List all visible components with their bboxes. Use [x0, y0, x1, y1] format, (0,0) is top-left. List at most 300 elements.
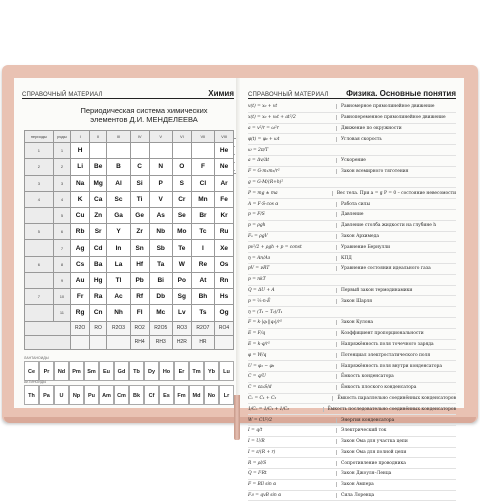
formula: F = k·|q₁||q₂|/r²: [248, 320, 282, 326]
formula: p = ⅔·n·Ē: [248, 298, 271, 304]
period-number: 3: [25, 175, 54, 191]
formula-name: Закон Ома для участка цепи: [336, 439, 456, 444]
formula: Cₒ = C₁ + C₂: [248, 395, 277, 401]
element-cell: [191, 159, 214, 175]
period-number: [25, 208, 54, 224]
element-symbol: Fr: [76, 293, 84, 301]
element-cell: [71, 224, 90, 240]
element-cell: Md: [189, 385, 204, 405]
element-cell: [172, 305, 191, 321]
table-row: [25, 224, 234, 240]
element-symbol: Po: [177, 277, 186, 285]
element-cell: [149, 208, 172, 224]
formula-name: Закон всемирного тяготения: [336, 169, 456, 174]
element-symbol: Hg: [93, 277, 103, 285]
table-row: [25, 272, 234, 288]
element-symbol: In: [115, 244, 122, 252]
element-cell: [90, 240, 107, 256]
formula-name: Уравнение состояния идеального газа: [336, 266, 456, 271]
element-symbol: Rn: [219, 277, 229, 285]
element-symbol: Zn: [94, 212, 103, 220]
element-symbol: Hs: [219, 293, 229, 301]
formula-row: [248, 188, 456, 199]
element-symbol: La: [114, 260, 123, 268]
formula-name: Закон Шарля: [336, 299, 456, 304]
element-symbol: He: [219, 147, 229, 155]
formula: C = q/U: [248, 374, 266, 380]
element-cell: [90, 159, 107, 175]
formula: φ = W/q: [248, 352, 267, 358]
element-cell: [90, 191, 107, 207]
element-cell: [149, 256, 172, 272]
formula-row: [248, 113, 456, 124]
element-symbol: Sb: [156, 244, 165, 252]
formula-row: [248, 394, 456, 405]
element-cell: [172, 208, 191, 224]
formula-name: Уравнение Бернулли: [336, 245, 456, 250]
formula: R = ρl/S: [248, 460, 267, 466]
element-cell: Pa: [39, 385, 54, 405]
element-cell: [149, 175, 172, 191]
row-spacer: [25, 335, 71, 349]
element-cell: Eu: [99, 361, 114, 381]
formula-row: [248, 156, 456, 167]
element-cell: [191, 272, 214, 288]
element-cell: [90, 256, 107, 272]
formula-row: [248, 458, 456, 469]
formula-row: [248, 415, 456, 426]
formula-name: КПД: [336, 256, 456, 261]
period-number: 1: [25, 143, 54, 159]
element-cell: [90, 208, 107, 224]
element-symbol: W: [178, 260, 185, 268]
element-cell: [215, 159, 234, 175]
formula-row: [248, 404, 456, 415]
element-cell: [107, 191, 130, 207]
element-cell: Gd: [114, 361, 129, 381]
element-cell: U: [54, 385, 69, 405]
formula-row: [248, 210, 456, 221]
group-header: IV: [130, 131, 149, 143]
element-symbol: Os: [219, 260, 229, 268]
formula-row: [248, 253, 456, 264]
formula: I = ε/(R + r): [248, 449, 276, 455]
formula-row: [248, 426, 456, 437]
formula-row: [248, 372, 456, 383]
table-row: [25, 305, 234, 321]
formula-cell: [90, 335, 107, 349]
table-header-row: [25, 131, 234, 143]
element-cell: [71, 289, 90, 305]
formula-row: [248, 491, 456, 501]
physics-formula-list: [248, 102, 456, 501]
element-cell: Th: [24, 385, 39, 405]
formula: v(t) = x₀ + vt: [248, 104, 278, 110]
element-cell: [215, 224, 234, 240]
element-symbol: Al: [115, 179, 122, 187]
element-symbol: Kr: [220, 212, 228, 220]
element-symbol: Au: [75, 277, 85, 285]
formula-row: [248, 296, 456, 307]
formula-name: Ёмкость параллельно соединённых конденсаторов: [332, 396, 456, 401]
formula: g = G·M/(R+h)²: [248, 179, 284, 185]
formula-cell: RH3: [149, 335, 172, 349]
formula: η = Aп/Aз: [248, 255, 271, 261]
element-symbol: Ar: [220, 179, 228, 187]
formula: η = (T₁ − T₂)/T₁: [248, 309, 283, 315]
element-cell: [130, 191, 149, 207]
period-number: 5: [25, 224, 54, 240]
element-symbol: Rf: [136, 293, 144, 301]
element-cell: Fm: [174, 385, 189, 405]
period-number: [25, 272, 54, 288]
right-page: [240, 78, 464, 499]
element-symbol: Ac: [114, 293, 123, 301]
element-symbol: Xe: [220, 244, 229, 252]
row-spacer: [25, 321, 71, 335]
rows-header: ряды: [53, 131, 71, 143]
element-cell: [191, 191, 214, 207]
formula-cell: [107, 335, 130, 349]
formula-row: [248, 448, 456, 459]
element-symbol: Cu: [75, 212, 85, 220]
row-number: 2: [53, 159, 71, 175]
element-cell: Nd: [54, 361, 69, 381]
element-symbol: Sg: [177, 293, 186, 301]
periods-header: периоды: [25, 131, 54, 143]
bookmark-ribbon: [234, 395, 240, 440]
row-number: 3: [53, 175, 71, 191]
element-cell: [172, 191, 191, 207]
element-symbol: Ti: [136, 195, 143, 203]
formula-name: Напряжённость поля точечного заряда: [336, 342, 456, 347]
element-cell: [130, 256, 149, 272]
group-header: VI: [172, 131, 191, 143]
element-symbol: Cn: [93, 309, 103, 317]
formula-name: Ёмкость последовательно соединённых конденсаторов: [323, 407, 456, 412]
element-cell: [191, 143, 214, 159]
element-symbol: Lv: [178, 309, 186, 317]
hydrides-row: [25, 335, 234, 349]
formula-name: Закон Кулона: [336, 320, 456, 325]
right-header-subject: Физика. Основные понятия: [346, 89, 456, 98]
element-cell: [71, 143, 90, 159]
element-cell: [130, 289, 149, 305]
higher-oxides-row: [25, 321, 234, 335]
element-cell: [149, 143, 172, 159]
element-cell: [191, 305, 214, 321]
element-symbol: Ba: [94, 260, 103, 268]
formula-name: Электрический ток: [336, 428, 456, 433]
formula: C = εε₀S/d: [248, 385, 272, 391]
element-cell: [215, 289, 234, 305]
left-page-header: [22, 86, 234, 99]
group-header: I: [71, 131, 90, 143]
element-cell: Cm: [114, 385, 129, 405]
element-cell: Pm: [69, 361, 84, 381]
element-symbol: Rb: [75, 228, 85, 236]
period-number: 7: [25, 289, 54, 305]
formula: E = F/q: [248, 331, 266, 337]
row-number: 7: [53, 240, 71, 256]
element-symbol: Sn: [135, 244, 144, 252]
element-cell: [90, 305, 107, 321]
element-cell: [71, 208, 90, 224]
element-cell: No: [204, 385, 219, 405]
formula-name: Равнопеременное прямолинейное движение: [336, 115, 456, 120]
formula: P = mg ± ma: [248, 190, 278, 196]
formula-name: Потенциал электростатического поля: [336, 353, 456, 358]
element-cell: [191, 175, 214, 191]
element-cell: Tb: [129, 361, 144, 381]
left-page: [14, 78, 242, 408]
table-row: [25, 240, 234, 256]
formula-cell: [215, 335, 234, 349]
element-cell: Tm: [189, 361, 204, 381]
element-symbol: Nb: [156, 228, 166, 236]
formula-name: Ёмкость плоского конденсатора: [336, 385, 456, 390]
element-symbol: Ta: [157, 260, 165, 268]
element-cell: [71, 256, 90, 272]
element-cell: Cf: [144, 385, 159, 405]
actinides-label: АКТИНОИДЫ: [24, 380, 47, 384]
element-symbol: Re: [198, 260, 208, 268]
formula-row: [248, 480, 456, 491]
element-symbol: Mn: [198, 195, 208, 203]
formula-cell: [71, 335, 90, 349]
element-cell: [130, 159, 149, 175]
element-cell: [172, 143, 191, 159]
lanthanides-label: ЛАНТАНОИДЫ: [24, 356, 49, 360]
group-header: V: [149, 131, 172, 143]
element-cell: Np: [69, 385, 84, 405]
element-symbol: Si: [136, 179, 143, 187]
element-cell: [172, 175, 191, 191]
element-cell: [149, 240, 172, 256]
formula-cell: R2O7: [191, 321, 214, 335]
right-header-label: СПРАВОЧНЫЙ МАТЕРИАЛ: [248, 92, 329, 98]
element-symbol: Tc: [199, 228, 207, 236]
element-cell: [172, 159, 191, 175]
element-symbol: Ga: [114, 212, 123, 220]
periodic-table: [24, 130, 234, 350]
element-cell: Ho: [159, 361, 174, 381]
element-cell: Er: [174, 361, 189, 381]
table-row: [25, 208, 234, 224]
formula-row: [248, 167, 456, 178]
element-cell: [215, 240, 234, 256]
element-cell: [191, 289, 214, 305]
formula-name: Вес тела. При a = g P = 0 – состояние невесомости: [332, 191, 456, 196]
left-header-label: СПРАВОЧНЫЙ МАТЕРИАЛ: [22, 92, 103, 98]
formula-row: [248, 264, 456, 275]
formula-row: [248, 199, 456, 210]
title-line-1: Периодическая система химических: [80, 106, 208, 115]
title-line-2: элементов Д.И. МЕНДЕЛЕЕВА: [90, 115, 198, 124]
element-symbol: Zr: [136, 228, 143, 236]
formula: a = Δv/Δt: [248, 158, 270, 164]
element-symbol: N: [158, 163, 164, 171]
element-symbol: Be: [94, 163, 103, 171]
element-symbol: Mg: [93, 179, 103, 187]
element-cell: [149, 272, 172, 288]
left-header-subject: Химия: [208, 89, 234, 98]
formula-name: Ускорение: [336, 158, 456, 163]
element-cell: [71, 159, 90, 175]
element-symbol: At: [199, 277, 207, 285]
element-cell: [172, 240, 191, 256]
formula-row: [248, 361, 456, 372]
element-cell: [71, 191, 90, 207]
element-cell: Bk: [129, 385, 144, 405]
element-symbol: Cl: [199, 179, 207, 187]
element-symbol: Db: [156, 293, 166, 301]
row-number: 5: [53, 208, 71, 224]
element-cell: [90, 143, 107, 159]
formula: W = CU²/2: [248, 417, 273, 423]
element-cell: [172, 256, 191, 272]
element-cell: [191, 240, 214, 256]
element-symbol: Bh: [198, 293, 208, 301]
element-cell: [149, 224, 172, 240]
table-row: [25, 143, 234, 159]
formula-cell: RH4: [130, 335, 149, 349]
element-symbol: As: [156, 212, 165, 220]
row-number: 8: [53, 256, 71, 272]
element-cell: [90, 289, 107, 305]
element-cell: [130, 208, 149, 224]
element-cell: [215, 175, 234, 191]
formula-row: [248, 145, 456, 156]
right-page-header: [248, 86, 456, 99]
formula: Fₐ = ρgV: [248, 233, 268, 239]
element-cell: [130, 305, 149, 321]
group-header: II: [90, 131, 107, 143]
formula-cell: RO2: [130, 321, 149, 335]
actinides-row: [24, 385, 234, 405]
formula-row: [248, 318, 456, 329]
element-cell: [172, 272, 191, 288]
formula-cell: RO: [90, 321, 107, 335]
element-cell: [71, 272, 90, 288]
element-symbol: Fe: [220, 195, 228, 203]
element-cell: [215, 305, 234, 321]
element-cell: [71, 240, 90, 256]
formula-name: Коэффициент пропорциональности: [336, 331, 456, 336]
formula-cell: R2O: [71, 321, 90, 335]
formula-row: [248, 437, 456, 448]
element-symbol: Na: [75, 179, 85, 187]
formula-name: Закон Архимеда: [336, 234, 456, 239]
formula-name: Работа силы: [336, 202, 456, 207]
element-cell: [215, 143, 234, 159]
formula-name: Равномерное прямолинейное движение: [336, 104, 456, 109]
element-cell: [107, 175, 130, 191]
formula-row: [248, 232, 456, 243]
element-cell: Lu: [219, 361, 234, 381]
element-cell: [149, 159, 172, 175]
formula-cell: R2O3: [107, 321, 130, 335]
formula: Q = I²Rt: [248, 471, 267, 477]
formula: φ(t) = φ₀ + ωt: [248, 136, 280, 142]
formula-cell: RO4: [215, 321, 234, 335]
formula: pV = νRT: [248, 266, 270, 272]
element-cell: [215, 256, 234, 272]
formula-name: Закон Ома для полной цепи: [336, 450, 456, 455]
element-symbol: O: [179, 163, 185, 171]
element-symbol: F: [200, 163, 205, 171]
element-symbol: C: [137, 163, 142, 171]
formula-name: Давление: [336, 212, 456, 217]
element-cell: [107, 256, 130, 272]
formula-row: [248, 275, 456, 286]
element-cell: [71, 305, 90, 321]
element-symbol: Ru: [219, 228, 229, 236]
formula-row: [248, 307, 456, 318]
element-symbol: Nh: [114, 309, 123, 317]
element-cell: Dy: [144, 361, 159, 381]
formula-row: [248, 124, 456, 135]
element-cell: Am: [99, 385, 114, 405]
element-cell: [215, 272, 234, 288]
element-symbol: Tl: [115, 277, 122, 285]
formula-row: [248, 178, 456, 189]
element-symbol: Pb: [135, 277, 144, 285]
formula-row: [248, 329, 456, 340]
element-cell: Pu: [84, 385, 99, 405]
element-symbol: Bi: [157, 277, 164, 285]
element-symbol: V: [158, 195, 163, 203]
formula-name: Движение по окружности: [336, 126, 456, 131]
element-symbol: P: [158, 179, 163, 187]
formula-row: [248, 340, 456, 351]
periodic-table-title: [64, 106, 224, 124]
formula: A = F·S·cos α: [248, 201, 279, 207]
element-symbol: Og: [219, 309, 229, 317]
element-symbol: Mo: [177, 228, 187, 236]
element-cell: [90, 175, 107, 191]
element-symbol: Fl: [136, 309, 143, 317]
row-number: 6: [53, 224, 71, 240]
element-symbol: Hf: [136, 260, 144, 268]
element-cell: [130, 272, 149, 288]
formula: Q = ΔU + A: [248, 287, 275, 293]
element-cell: [172, 224, 191, 240]
formula-cell: RO3: [172, 321, 191, 335]
element-cell: [172, 289, 191, 305]
element-symbol: Li: [77, 163, 84, 171]
element-cell: [107, 289, 130, 305]
formula: Fл = qvB sin α: [248, 493, 282, 499]
element-symbol: Ca: [94, 195, 103, 203]
element-symbol: S: [179, 179, 184, 187]
table-row: [25, 159, 234, 175]
formula-row: [248, 242, 456, 253]
formula-name: Ёмкость конденсатора: [336, 374, 456, 379]
period-number: [25, 240, 54, 256]
formula: a = v²/r = ω²r: [248, 125, 279, 131]
formula: pv²/2 + ρgh + p = const: [248, 244, 302, 250]
element-cell: [149, 305, 172, 321]
element-cell: [107, 143, 130, 159]
element-cell: Ce: [24, 361, 39, 381]
element-cell: [90, 272, 107, 288]
element-cell: [107, 208, 130, 224]
formula-name: Сопротивление проводника: [336, 461, 456, 466]
formula-row: [248, 221, 456, 232]
element-cell: [107, 272, 130, 288]
period-number: 2: [25, 159, 54, 175]
